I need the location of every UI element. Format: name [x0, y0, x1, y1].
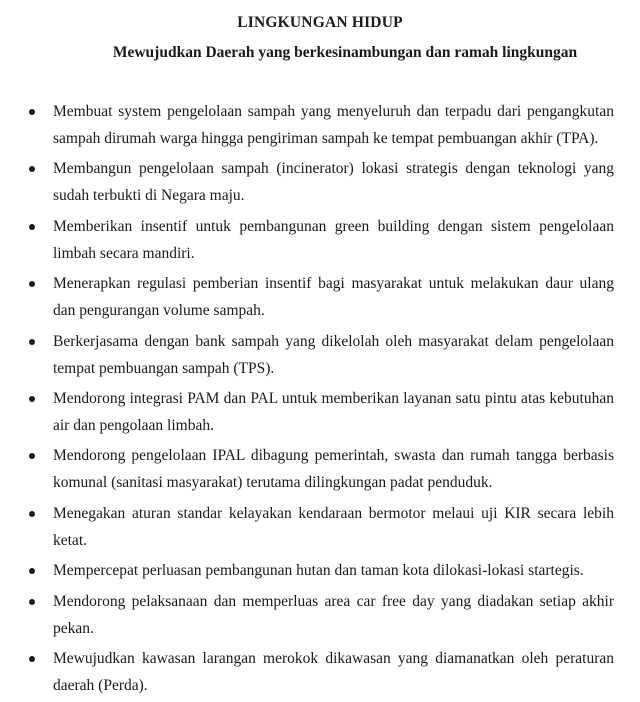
policy-list — [0, 98, 640, 702]
list-item — [0, 270, 640, 324]
list-item — [0, 442, 640, 496]
document-subtitle: Mewujudkan Daerah yang berkesinambungan dan ramah lingkungan — [112, 44, 578, 61]
list-item-text: Berkerjasama dengan bank sampah yang dikelolah oleh masyarakat delam pengelolaan tempat pembuangan sampah (TPS). — [53, 332, 614, 377]
bullet-icon — [29, 339, 35, 345]
bullet-icon — [29, 568, 35, 574]
list-item — [0, 98, 640, 152]
list-item-text: Menegakan aturan standar kelayakan kendaraan bermotor melaui uji KIR secara lebih ketat. — [53, 504, 614, 549]
list-item — [0, 588, 640, 642]
bullet-icon — [29, 166, 35, 172]
list-item-text: Mendorong pengelolaan IPAL dibagung pemerintah, swasta dan rumah tangga berbasis komunal (sanitasi masyarakat) terutama dilingkungan padat penduduk. — [53, 447, 614, 492]
bullet-icon — [29, 224, 35, 230]
list-item-text: Menerapkan regulasi pemberian insentif bagi masyarakat untuk melakukan daur ulang dan pengurangan volume sampah. — [53, 275, 614, 320]
bullet-icon — [29, 599, 35, 605]
list-item-text: Mendorong integrasi PAM dan PAL untuk memberikan layanan satu pintu atas kebutuhan air dan pengolaan limbah. — [53, 389, 614, 434]
list-item-text: Membangun pengelolaan sampah (incinerator) lokasi strategis dengan teknologi yang sudah terbukti di Negara maju. — [53, 160, 614, 205]
bullet-icon — [29, 453, 35, 459]
bullet-icon — [29, 511, 35, 517]
list-item-text: Mewujudkan kawasan larangan merokok dikawasan yang diamanatkan oleh peraturan daerah (Perda). — [53, 649, 614, 694]
bullet-icon — [29, 656, 35, 662]
document-title: LINGKUNGAN HIDUP — [237, 14, 403, 31]
list-item-text: Membuat system pengelolaan sampah yang menyeluruh dan terpadu dari pengangkutan sampah dirumah warga hingga pengiriman sampah ke tempat pembuangan akhir (TPA). — [53, 103, 614, 147]
bullet-icon — [29, 109, 35, 115]
list-item — [0, 500, 640, 554]
list-item-text: Mempercepat perluasan pembangunan hutan dan taman kota dilokasi-lokasi startegis. — [53, 562, 584, 580]
list-item — [0, 155, 640, 209]
list-item-text: Memberikan insentif untuk pembangunan green building dengan sistem pengelolaan limbah secara mandiri. — [53, 217, 614, 262]
bullet-icon — [29, 281, 35, 287]
list-item-text: Mendorong pelaksanaan dan memperluas area car free day yang diadakan setiap akhir pekan. — [53, 592, 614, 637]
bullet-icon — [29, 396, 35, 402]
list-item — [0, 557, 640, 584]
list-item — [0, 328, 640, 382]
list-item — [0, 385, 640, 439]
list-item — [0, 213, 640, 267]
